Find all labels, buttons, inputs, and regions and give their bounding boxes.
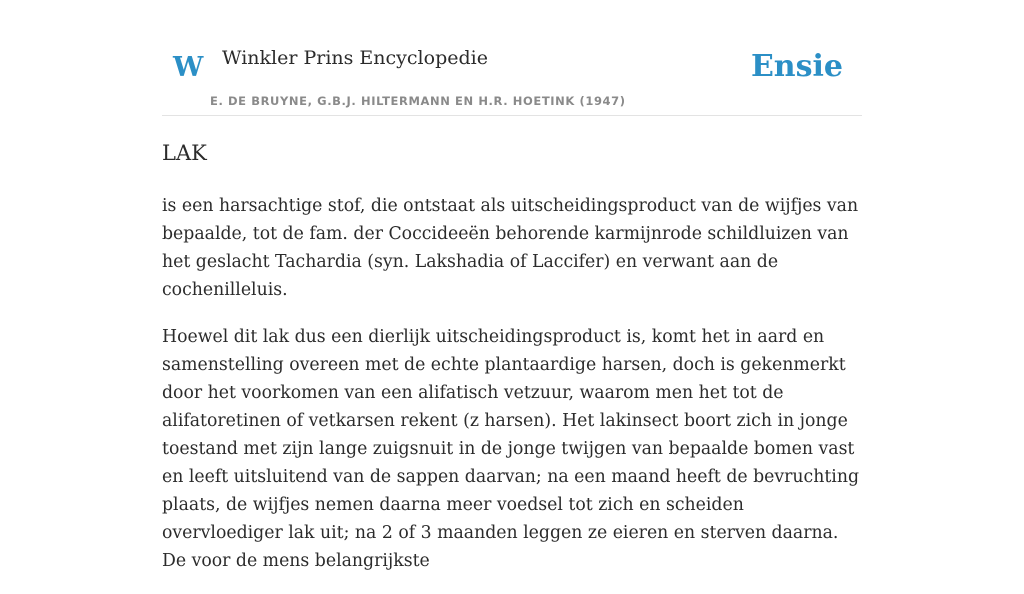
publication-title[interactable]: Winkler Prins Encyclopedie xyxy=(222,47,488,69)
article-body xyxy=(162,192,867,594)
publication-header xyxy=(162,40,862,116)
entry-title: LAK xyxy=(162,141,207,165)
winkler-prins-logo[interactable]: W xyxy=(173,52,204,83)
article-paragraph: is een harsachtige stof, die ontstaat als uitscheidingsproduct van de wijfjes van bepaalde, tot de fam. der Coccideeën behorende karmijnrode schildluizen van het geslacht Tachardia (syn. Lakshadia of Laccifer) en verwant aan de cochenilleluis. xyxy=(162,196,859,300)
publication-authors: E. DE BRUYNE, G.B.J. HILTERMANN EN H.R. HOETINK (1947) xyxy=(210,94,626,108)
ensie-logo[interactable]: Ensie xyxy=(750,49,843,84)
article-paragraph: Hoewel dit lak dus een dierlijk uitscheidingsproduct is, komt het in aard en samenstelling overeen met de echte plantaardige harsen, doch is gekenmerkt door het voorkomen van een alifatisch vetzuur, waarom men het tot de alifatoretinen of vetkarsen rekent (z harsen). Het lakinsect boort zich in jonge toestand met zijn lange zuigsnuit in de jonge twijgen van bepaalde bomen vast en leeft uitsluitend van de sappen daarvan; na een maand heeft de bevruchting plaats, de wijfjes nemen daarna meer voedsel tot zich en scheiden overvloediger lak uit; na 2 of 3 maanden leggen ze eieren en sterven daarna. De voor de mens belangrijkste xyxy=(162,327,860,571)
